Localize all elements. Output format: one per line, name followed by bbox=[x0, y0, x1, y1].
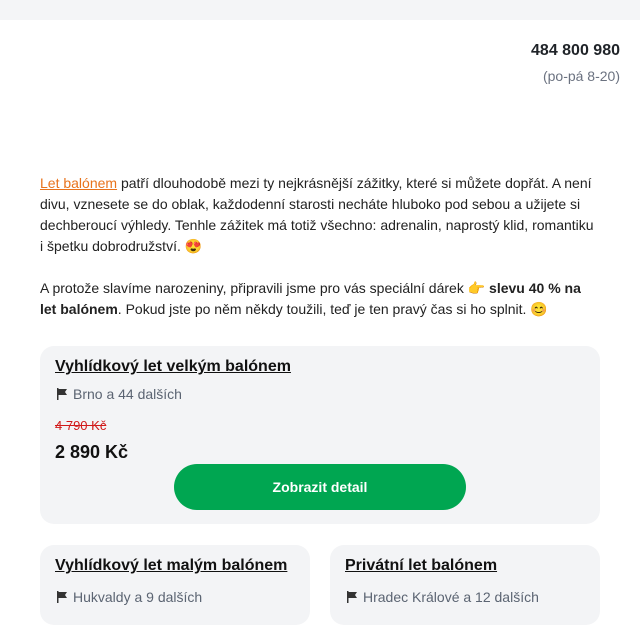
intro-paragraph-1-text: patří dlouhodobě mezi ty nejkrásnější zážitky, které si můžete dopřát. A není divu, vznesete se do oblak, každodenní starosti necháte hluboko pod sebou a užijete si dechberoucí výhledy. Tenhle zážitek má totiž všechno: adrenalin, naprostý klid, romantiku i špetku dobrodružství. bbox=[40, 175, 594, 254]
old-price: 4 790 Kč bbox=[55, 418, 107, 433]
discount-highlight: slevu 40 % na let balónem bbox=[40, 280, 581, 317]
product-card bbox=[40, 346, 600, 524]
pointing-hand-emoji: 👉 bbox=[467, 280, 486, 296]
flag-icon bbox=[55, 590, 69, 604]
intro-paragraph-2-end: . Pokud jste po něm někdy toužili, teď je ten pravý čas si ho splnit. bbox=[117, 301, 531, 317]
top-bar bbox=[0, 0, 640, 20]
flag-icon bbox=[55, 387, 69, 401]
product-title[interactable]: Vyhlídkový let malým balónem bbox=[55, 557, 288, 574]
product-title[interactable]: Vyhlídkový let velkým balónem bbox=[55, 358, 291, 375]
new-price: 2 890 Kč bbox=[55, 442, 129, 462]
contact-block bbox=[531, 42, 620, 84]
smile-emoji: 😊 bbox=[530, 301, 548, 317]
flag-icon bbox=[345, 590, 359, 604]
product-location bbox=[55, 386, 182, 402]
product-card bbox=[40, 545, 310, 625]
product-location-text: Brno a 44 dalších bbox=[73, 386, 182, 402]
intro-paragraph-2 bbox=[40, 278, 600, 320]
opening-hours: (po-pá 8-20) bbox=[542, 68, 620, 84]
product-location-text: Hukvaldy a 9 dalších bbox=[73, 589, 203, 605]
product-location bbox=[345, 589, 539, 605]
product-location-text: Hradec Králové a 12 dalších bbox=[363, 589, 539, 605]
show-detail-button[interactable]: Zobrazit detail bbox=[174, 464, 466, 510]
product-title[interactable]: Privátní let balónem bbox=[345, 557, 498, 574]
heart-eyes-emoji: 😍 bbox=[184, 238, 203, 254]
balloon-flight-link[interactable]: Let balónem bbox=[40, 175, 118, 191]
product-location bbox=[55, 589, 202, 605]
intro-paragraph-2-text: A protože slavíme narozeniny, připravili jsme pro vás speciální dárek bbox=[40, 280, 468, 296]
phone-number[interactable]: 484 800 980 bbox=[531, 42, 620, 59]
product-card bbox=[330, 545, 600, 625]
intro-paragraph-1 bbox=[40, 173, 600, 257]
intro-text bbox=[40, 173, 600, 320]
